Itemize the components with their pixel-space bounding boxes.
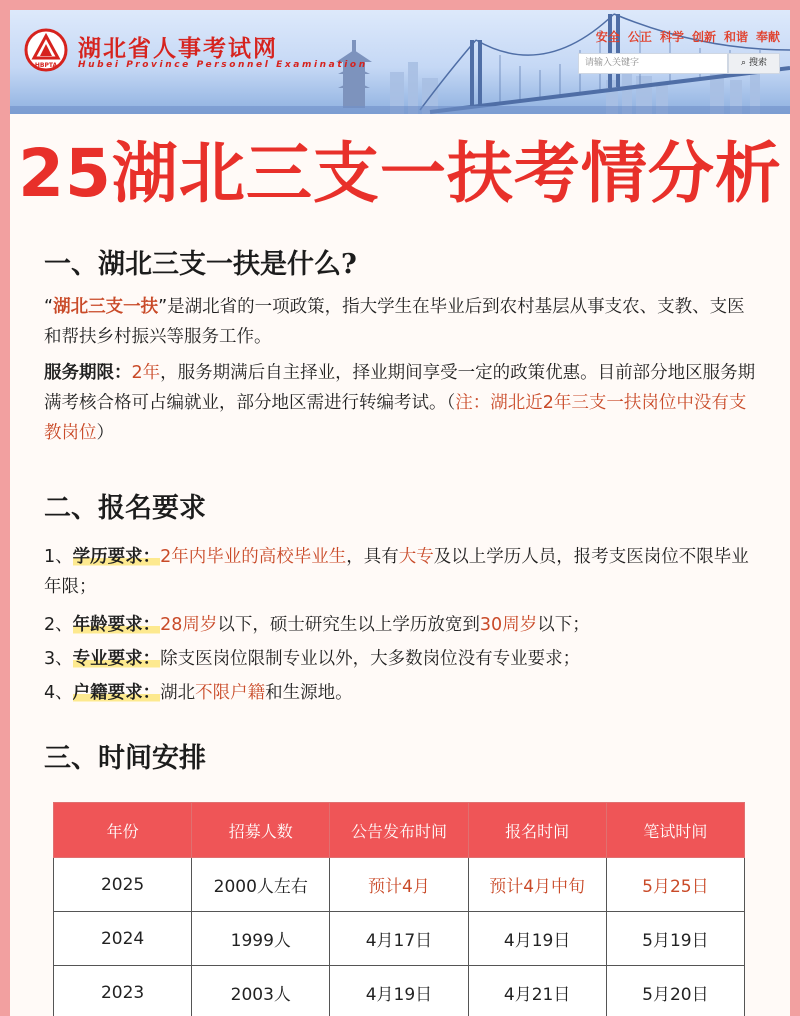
requirement-highlight: 不限户籍 [195, 683, 266, 703]
requirement-highlight: 大专 [398, 547, 434, 567]
section-2-title: 二、报名要求 [44, 493, 206, 524]
search-icon: ⌕ [741, 58, 747, 68]
item-number: 3、 [44, 649, 73, 669]
requirement-text: 以下； [537, 615, 590, 635]
page-headline: 25湖北三支一扶考情分析 [18, 135, 782, 212]
col-header-registration: 报名时间 [468, 803, 606, 858]
requirement-highlight: 2年内毕业的高校毕业生 [160, 547, 347, 567]
search-input[interactable]: 请输入关键字 [578, 53, 728, 74]
requirement-major [44, 644, 760, 674]
search-button-label: 搜索 [748, 58, 767, 68]
slogan-item: 创新 [691, 30, 716, 44]
slogan-item: 和谐 [723, 30, 748, 44]
slogan-item: 科学 [659, 30, 684, 44]
slogan-bar [596, 28, 780, 45]
slogan-item: 安全 [595, 30, 620, 44]
requirement-label: 专业要求： [72, 649, 161, 669]
logo-text: HBPTA [34, 62, 58, 69]
requirement-text: ，具有 [346, 547, 399, 567]
table-row [54, 966, 745, 1016]
section-1-title: 一、湖北三支一扶是什么? [44, 249, 357, 280]
requirement-text: 和生源地。 [265, 683, 353, 703]
requirement-highlight: 28周岁 [160, 615, 218, 635]
policy-definition: ”是湖北省的一项政策，指大学生在毕业后到农村基层从事支农、支教、支医和帮扶乡村振兴等服务工作。 [44, 297, 745, 347]
table-cell: 5月19日 [606, 912, 744, 966]
requirement-text: 湖北 [160, 683, 196, 703]
section-3-title: 三、时间安排 [44, 743, 206, 774]
slogan-item: 公正 [627, 30, 652, 44]
col-header-exam: 笔试时间 [606, 803, 744, 858]
slogan-item: 奉献 [755, 30, 780, 44]
table-cell: 预计4月中旬 [468, 858, 606, 912]
table-cell: 2024 [54, 912, 192, 966]
site-banner [10, 10, 790, 114]
table-cell: 1999人 [192, 912, 330, 966]
requirement-text: 以下，硕士研究生以上学历放宽到 [217, 615, 480, 635]
requirement-label: 学历要求： [72, 547, 161, 567]
requirement-text: 及以上学历人员，报考支医岗位不限毕业年限； [44, 547, 749, 597]
hbpta-logo [24, 28, 68, 72]
col-header-recruits: 招募人数 [192, 803, 330, 858]
table-cell: 4月19日 [468, 912, 606, 966]
section-1-paragraph-1 [44, 292, 760, 352]
table-cell: 2023 [54, 966, 192, 1016]
service-term-detail: ，服务期满后自主择业，择业期间享受一定的政策优惠。目前部分地区服务期满考核合格可占编就业，部分地区需进行转编考试。（ [44, 363, 756, 413]
requirement-education [44, 542, 760, 602]
site-title[interactable]: 湖北省人事考试网 [78, 35, 278, 62]
table-cell: 5月20日 [606, 966, 744, 1016]
table-row [54, 858, 745, 912]
poster-page [10, 10, 790, 1016]
service-term-label: 服务期限： [44, 363, 132, 383]
search-button[interactable] [728, 53, 780, 74]
service-term-value: 2年 [131, 363, 161, 383]
requirement-label: 年龄要求： [72, 615, 161, 635]
requirement-highlight: 30周岁 [479, 615, 538, 635]
service-term-note: 注：湖北近2年三支一扶岗位中没有支教岗位 [44, 393, 747, 443]
item-number: 1、 [44, 547, 73, 567]
table-cell: 2003人 [192, 966, 330, 1016]
table-cell: 预计4月 [330, 858, 468, 912]
site-subtitle: Hubei Province Personnel Examination [78, 60, 368, 70]
table-row [54, 912, 745, 966]
requirement-residence [44, 678, 760, 708]
requirement-label: 户籍要求： [72, 683, 161, 703]
col-header-year: 年份 [54, 803, 192, 858]
section-1-paragraph-2 [44, 358, 760, 448]
item-number: 4、 [44, 683, 73, 703]
table-header-row [54, 803, 745, 858]
requirement-age [44, 610, 760, 640]
policy-term: 湖北三支一扶 [53, 297, 159, 317]
table-cell: 4月21日 [468, 966, 606, 1016]
close-paren: ） [96, 423, 114, 443]
schedule-table [53, 802, 745, 1016]
table-cell: 4月19日 [330, 966, 468, 1016]
table-cell: 5月25日 [606, 858, 744, 912]
open-quote: “ [44, 297, 54, 317]
table-cell: 2025 [54, 858, 192, 912]
col-header-announcement: 公告发布时间 [330, 803, 468, 858]
table-cell: 4月17日 [330, 912, 468, 966]
item-number: 2、 [44, 615, 73, 635]
requirement-text: 除支医岗位限制专业以外，大多数岗位没有专业要求； [160, 649, 581, 669]
table-cell: 2000人左右 [192, 858, 330, 912]
